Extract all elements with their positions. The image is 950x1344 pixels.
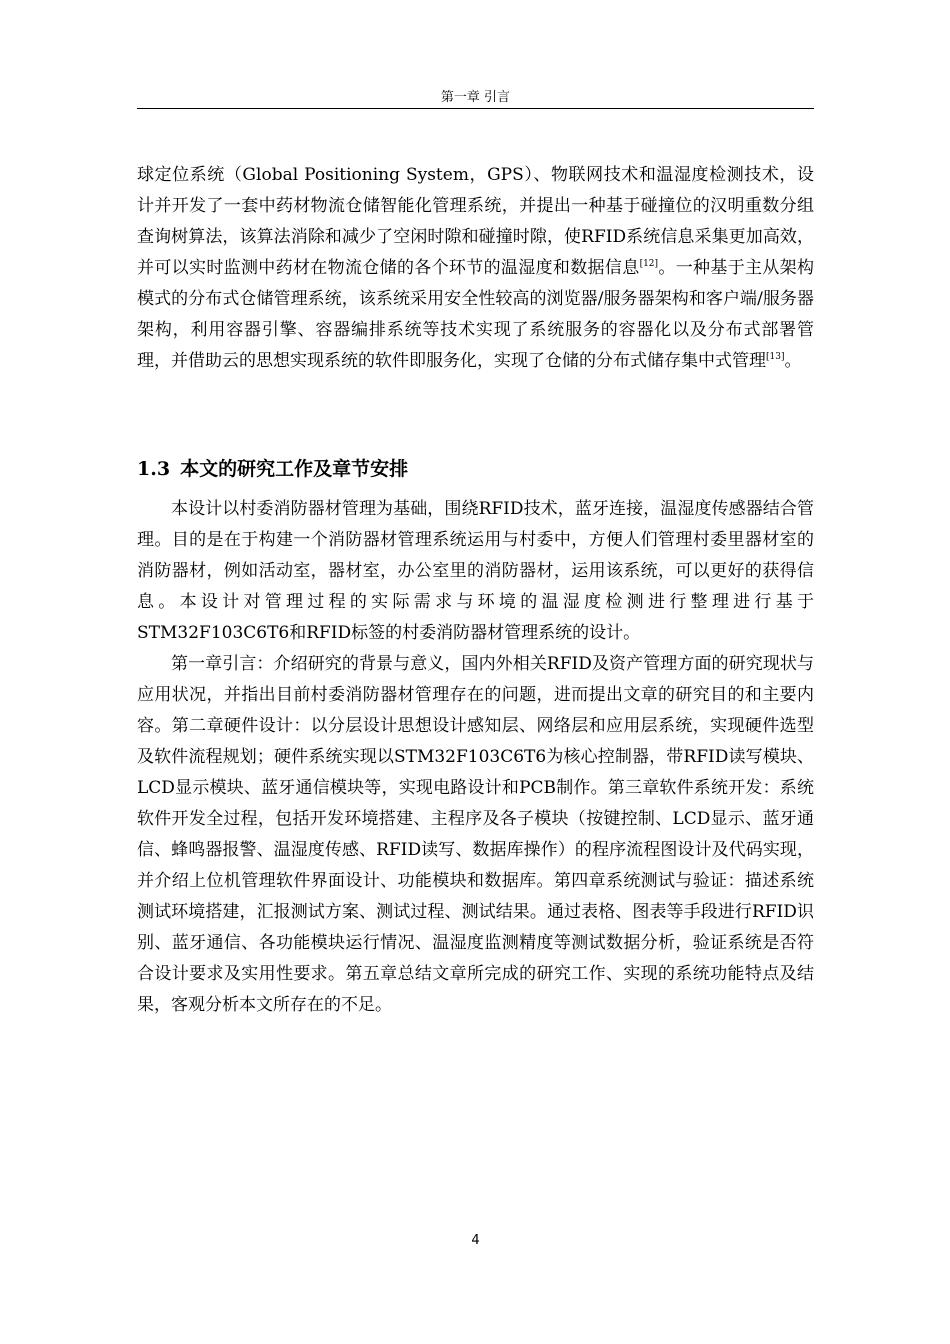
body-paragraph: 本设计以村委消防器材管理为基础，围绕RFID技术，蓝牙连接，温湿度传感器结合管理。目的是在于构建一个消防器材管理系统运用与村委中，方便人们管理村委里器材室的消防器材，例如活动室，器材室，办公室里的消防器材，运用该系统，可以更好的获得信息。本设计对管理过程的实际需求与环境的温湿度检测进行整理进行基于STM32F103C6T6和RFID标签的村委消防器材管理系统的设计。 [137,499,814,643]
section-number: 1.3 [137,458,171,480]
paragraph-text: 。一种基于主从架构模式的分布式仓储管理系统，该系统采用安全性较高的浏览器/服务器架构和客户端/服务器架构，利用容器引擎、容器编排系统等技术实现了系统服务的容器化以及分布式部署管理，并借助云的思想实现系统的软件即服务化，实现了仓储的分布式储存集中式管理 [137,258,815,371]
page-number: 4 [471,1233,480,1248]
paragraph-text: 球定位系统（Global Positioning System，GPS）、物联网技术和温湿度检测技术，设计并开发了一套中药材物流仓储智能化管理系统，并提出一种基于碰撞位的汉明重数分组查询树算法，该算法消除和减少了空闲时隙和碰撞时隙，使RFID系统信息采集更加高效，并可以实时监测中药材在物流仓储的各个环节的温湿度和数据信息 [137,165,814,278]
paragraph-text: 。 [784,351,802,371]
header-rule [137,108,814,109]
section-body [137,494,814,1021]
running-header: 第一章 引言 [440,90,511,105]
citation-ref[interactable]: [13] [766,352,785,362]
section-title: 本文的研究工作及章节安排 [180,458,409,480]
body-paragraph: 第一章引言：介绍研究的背景与意义，国内外相关RFID及资产管理方面的研究现状与应用状况，并指出目前村委消防器材管理存在的问题，进而提出文章的研究目的和主要内容。第二章硬件设计：以分层设计思想设计感知层、网络层和应用层系统，实现硬件选型及软件流程规划；硬件系统实现以STM32F103C6T6为核心控制器，带RFID读写模块、LCD显示模块、蓝牙通信模块等，实现电路设计和PCB制作。第三章软件系统开发：系统软件开发全过程，包括开发环境搭建、主程序及各子模块（按键控制、LCD显示、蓝牙通信、蜂鸣器报警、温湿度传感、RFID读写、数据库操作）的程序流程图设计及代码实现，并介绍上位机管理软件界面设计、功能模块和数据库。第四章系统测试与验证：描述系统测试环境搭建，汇报测试方案、测试过程、测试结果。通过表格、图表等手段进行RFID识别、蓝牙通信、各功能模块运行情况、温湿度监测精度等测试数据分析，验证系统是否符合设计要求及实用性要求。第五章总结文章所完成的研究工作、实现的系统功能特点及结果，客观分析本文所存在的不足。 [137,654,814,1015]
citation-ref[interactable]: [12] [639,259,659,269]
continued-paragraph [137,160,814,377]
section-heading [137,456,814,482]
